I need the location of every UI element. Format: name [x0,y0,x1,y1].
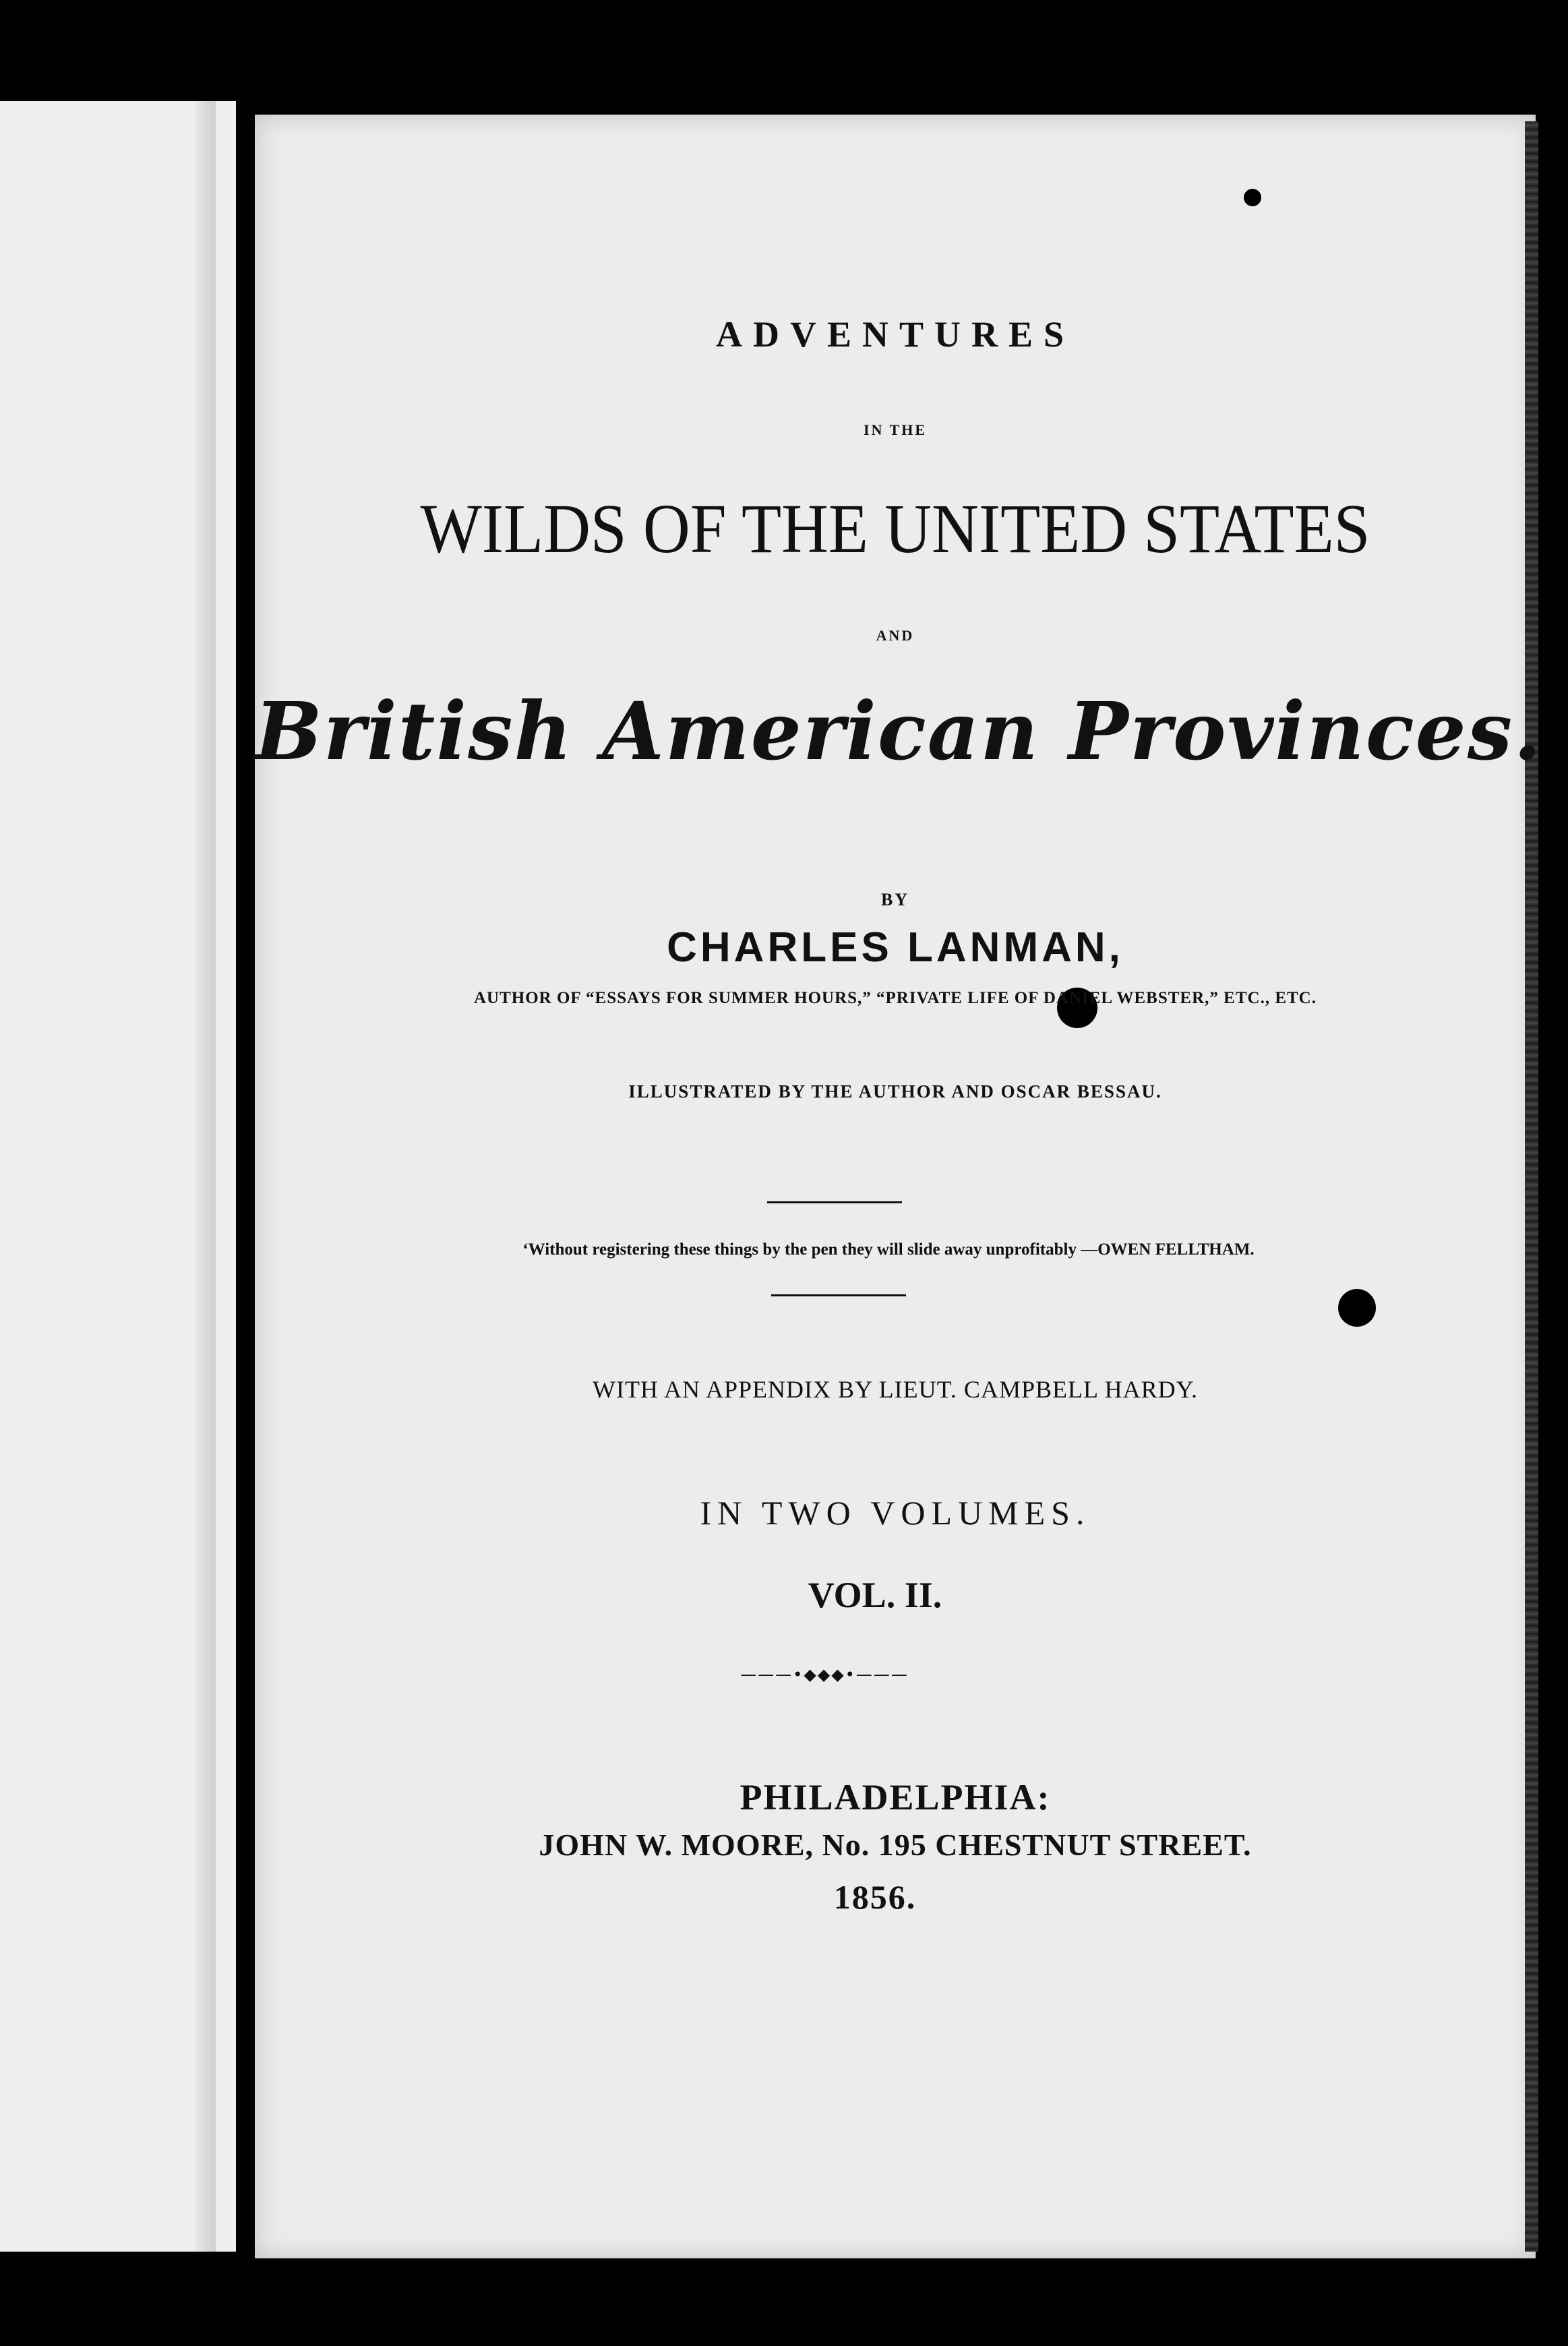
byline-by: BY [880,890,910,909]
author-credits: AUTHOR OF “ESSAYS FOR SUMMER HOURS,” “PRIVATE LIFE OF DANIEL WEBSTER,” ETC., ETC. [474,989,1317,1007]
title-line-in-the: IN THE [863,421,927,438]
epigraph: ‘Without registering these things by the pen they will slide away unprofitably —OWEN FELLTHAM. [522,1240,1255,1259]
title-page-content [255,115,1543,2258]
volumes-line: IN TWO VOLUMES. [700,1494,1091,1532]
title-line-adventures: ADVENTURES [715,314,1075,355]
ornamental-rule: ———•◆◆◆•——— [740,1665,909,1684]
volume-number: VOL. II. [808,1575,942,1615]
title-line-wilds: WILDS OF THE UNITED STATES [420,490,1370,568]
upper-rule-bottom [771,1294,906,1296]
illustrated-by: ILLUSTRATED BY THE AUTHOR AND OSCAR BESSAU. [628,1081,1162,1102]
title-line-and: AND [876,627,915,644]
author-name: CHARLES LANMAN, [667,924,1124,971]
imprint-year: 1856. [833,1878,917,1916]
upper-rule-top [767,1201,902,1203]
imprint-city: PHILADELPHIA: [740,1777,1051,1817]
appendix-line: WITH AN APPENDIX BY LIEUT. CAMPBELL HARDY. [592,1376,1198,1403]
imprint-publisher: JOHN W. MOORE, No. 195 CHESTNUT STREET. [539,1828,1252,1862]
title-line-provinces: British American Provinces. [255,684,1543,778]
gutter-shadow [195,101,216,2252]
